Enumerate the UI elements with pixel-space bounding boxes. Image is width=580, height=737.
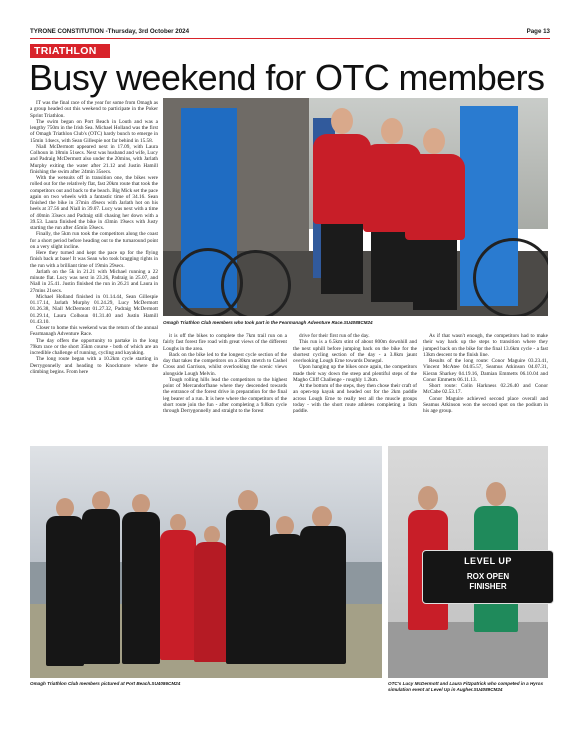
masthead bbox=[30, 26, 550, 38]
article-paragraph: it is off the bikes to complete the 7km trail run on a fairly fast forest fire road with great views of the different Loughs in the area. bbox=[163, 333, 287, 352]
article-paragraph: Here they turned and kept the pace up for the flying finish back at base! It was Sean who took bragging rights in the run with a brilliant time of 19min 29secs. bbox=[30, 250, 158, 269]
article-paragraph: At the bottom of the steps, they then chose their craft of an open-top kayak and headed out for the 2km paddle across Lough Erne to really test all the muscle groups today - with the short route athletes completing a 1km paddle. bbox=[293, 383, 417, 414]
masthead-publication-date: TYRONE CONSTITUTION -Thursday, 3rd October 2024 bbox=[30, 28, 190, 35]
headline: Busy weekend for OTC members bbox=[29, 57, 545, 98]
article-paragraph: Conor Maguire achieved second place overall and Seamus Atkinson won the second spot on the podium in his age group. bbox=[423, 395, 548, 414]
article-column-4 bbox=[423, 333, 548, 441]
article-paragraph: IT was the final race of the year for some from Omagh as a group headed out this weekend to participate in the Poker Sprint Triathlon. bbox=[30, 100, 158, 119]
photo-port-beach bbox=[30, 446, 382, 678]
sign-brand: LEVEL UP bbox=[464, 556, 512, 566]
article-paragraph: Short route: Colin Harkness 02.26.40 and Conor McCabe 02.53.17. bbox=[423, 383, 548, 396]
article-paragraph: The day offers the opportunity to partake in the long 79km race or the short 35km course - both of which are an incredible challenge of running, cycling and kayaking. bbox=[30, 337, 158, 356]
article-column-3 bbox=[293, 333, 417, 441]
article-paragraph: Michael Holland finished in 01.14.44, Sean Gillespie 01.17.14, Jarlath Murphy 01.24.29, Lucy McDermott 01.26.38, Niall McDermott 01.27.32, Padraig McDermott 01.29.14, Laura Colhoun 01.31.40 and Justin Hamill 01.43.10. bbox=[30, 293, 158, 325]
article-paragraph: Upon hanging up the bikes once again, the competitors made their way down the steep and plentiful steps of the Magho Cliff Challenge - roughly 1.2km. bbox=[293, 364, 417, 383]
article-paragraph: Jarlath on the 5k in 21.21 with Michael running a 22 minute flat. Lucy was next in 23.26, Padraig in 25.07, and Niall in 25.41. Justin finished the run in 26.21 and Laura in 27mins 21secs. bbox=[30, 268, 158, 294]
photo-caption-level-up: OTC's Lucy McDermott and Laura Fitzpatrick who competed in a Hyrox simulation event at Level Up in Augher.SU4089CM24 bbox=[388, 681, 544, 692]
masthead-rule bbox=[30, 38, 550, 39]
sign-line-2: FINISHER bbox=[469, 582, 507, 591]
article-column-1 bbox=[30, 100, 158, 440]
article-paragraph: As if that wasn't enough, the competitors had to make their way back up the steps to transition where they jumped back on the bike for the final 13.6km cycle - a fast 13km descent to the finish line. bbox=[423, 333, 548, 358]
page-number: Page 13 bbox=[526, 28, 550, 35]
article-paragraph: Closer to home this weekend was the return of the annual Fearmanagh Adventure Race. bbox=[30, 325, 158, 338]
article-paragraph: With the wetsuits off in transition one, the bikes were rolled out for the relatively flat, fast 20km route that took the competitors out and back to the beach. Big Mick set the pace again on two wheels with a fantastic time of 34.16. Sean finished the bike in 37min 49secs with Jarlath hot on his heels at 37.56 and Niall in 39.07. Lucy was next with a time of 40min 33secs and Padraig still chasing her down with a 39.53. Laura finished the bike in 43min 19secs with Justy starting the run after 45min 59secs. bbox=[30, 175, 159, 231]
article-paragraph: The swim began on Port Beach in Louth and was a lengthy 750m in the Irish Sea. Michael Holland was the first of Omagh Triathlon Club's (OTC) hardy bunch to emerge in 15min 14secs, with Sean Gillespie not far behind in 15.58. bbox=[30, 118, 158, 144]
photo-adventure-race bbox=[163, 98, 548, 316]
article-paragraph: Tough rolling hills lead the competitors to the highest point of Mercandorfhane where they descended towards the entrance of the forest drive in preparation for the final leg bearer of a run. It is here where the competitors of the short route join the fun - after completing a 9.8km cycle through Derrygonnelly and straight to the forest bbox=[163, 376, 287, 414]
article-paragraph: Niall McDermott appeared next in 17.09, with Laura Colhoun in 18min 51secs. Next was husband and wife, Lucy and Padraig McDermott also under the 20mins, with Jarlath Murphy exiting the water after 21.12 and Justin Hamill finishing the swim after 24min 35secs. bbox=[30, 143, 158, 175]
finisher-sign bbox=[422, 550, 554, 604]
article-paragraph: Back on the bike led to the longest cycle section of the day that takes the competitors on a 30km stretch to Cashel Cross and Garrison, whilst overlooking the scenic views alongside Lough Melvin. bbox=[163, 351, 287, 377]
article-paragraph: Results of the long route: Conor Maguire 03.23.41, Vincent McAtee 04.05.57, Seamus Atkinson 04.07.31, Kieran Sharkey 04.19.16, Damian Emmetts 06.10.04 and Conor Emmetts 06.11.13. bbox=[423, 358, 548, 383]
sign-line-1: ROX OPEN bbox=[466, 572, 510, 581]
article-column-2 bbox=[163, 333, 287, 441]
photo-caption-adventure-race: Omagh Triathlon Club members who took part in the Fearmanagh Adventure Race.SU4088CM24 bbox=[163, 320, 373, 325]
section-label: TRIATHLON bbox=[34, 45, 97, 57]
article-paragraph: Finally, the 5km run took the competitors along the coast for a short period before heading out to the turnaround point on a very slight incline. bbox=[30, 231, 158, 250]
article-paragraph: The long route began with a 10.2km cycle starting in Derrygonnelly and heading to Knockmore where the climbing begins. From here bbox=[30, 356, 158, 375]
article-paragraph: drive for their first run of the day. bbox=[299, 333, 370, 339]
article-paragraph: This run is a 6.5km stint of about 800m downhill and the next uphill before jumping back on the bike for the shortest cycling section of the day - a 3.8km jaunt overlooking Lough Erne towards Donegal. bbox=[293, 339, 417, 364]
photo-caption-port-beach: Omagh Triathlon Club members pictured at Port Beach.SU4086CM24 bbox=[30, 681, 181, 686]
